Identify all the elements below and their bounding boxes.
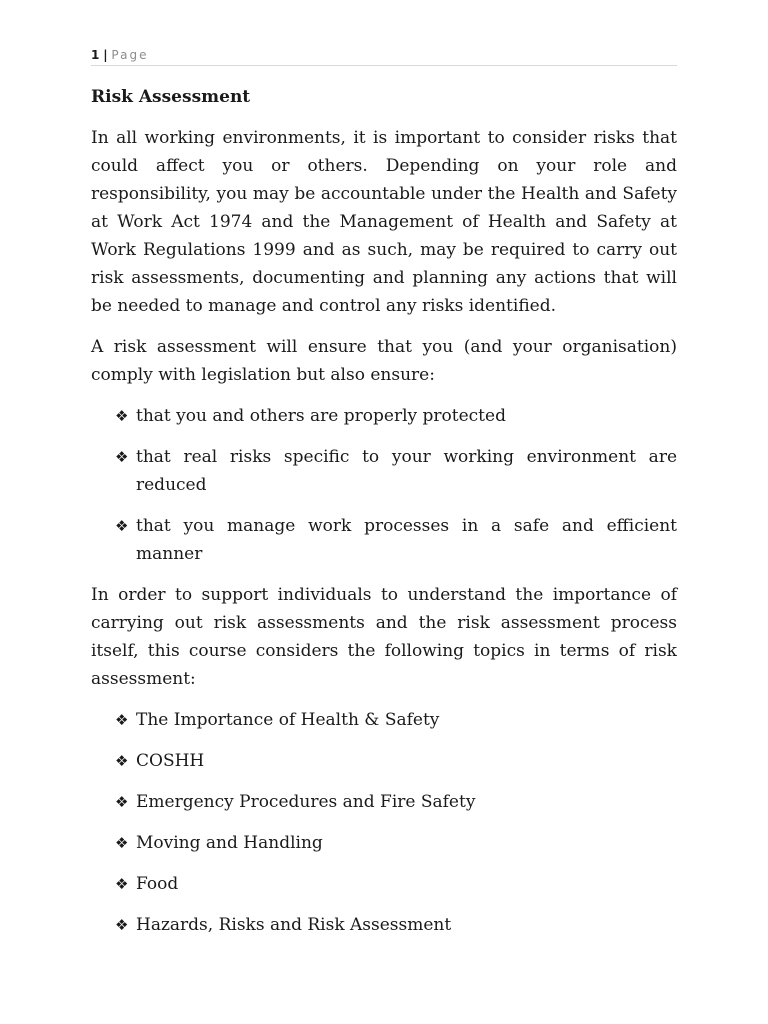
list-item: [91, 911, 677, 939]
four-diamond-bullet-icon: ❖: [115, 875, 129, 893]
topics-list: [91, 706, 677, 939]
list-item: [91, 512, 677, 568]
list-item: [91, 747, 677, 775]
ensure-list: [91, 402, 677, 568]
course-paragraph: In order to support individuals to understand the importance of carrying out risk assessments and the risk assessment process itself, this course considers the following topics in terms of risk assessment:: [91, 585, 677, 689]
list-item-text: The Importance of Health & Safety: [136, 710, 440, 730]
list-item: [91, 788, 677, 816]
list-item: [91, 443, 677, 499]
list-item-text: that you and others are properly protected: [136, 406, 506, 426]
list-item-text: Emergency Procedures and Fire Safety: [136, 792, 476, 812]
list-item: [91, 706, 677, 734]
page-number-separator: |: [103, 48, 108, 62]
list-item: [91, 870, 677, 898]
list-item-text: that you manage work processes in a safe and efficient manner: [136, 516, 677, 564]
four-diamond-bullet-icon: ❖: [115, 752, 129, 770]
document-title: Risk Assessment: [91, 87, 251, 107]
list-item: [91, 829, 677, 857]
page-number: 1: [91, 48, 100, 62]
page-header: [91, 46, 677, 66]
four-diamond-bullet-icon: ❖: [115, 711, 129, 729]
list-item-text: that real risks specific to your working environment are reduced: [136, 447, 677, 495]
list-item-text: Hazards, Risks and Risk Assessment: [136, 915, 452, 935]
four-diamond-bullet-icon: ❖: [115, 517, 129, 535]
list-item-text: Moving and Handling: [136, 833, 323, 853]
four-diamond-bullet-icon: ❖: [115, 834, 129, 852]
four-diamond-bullet-icon: ❖: [115, 793, 129, 811]
ensure-paragraph: A risk assessment will ensure that you (and your organisation) comply with legislation but also ensure:: [91, 337, 677, 385]
intro-paragraph: In all working environments, it is important to consider risks that could affect you or others. Depending on your role and responsibility, you may be accountable under the Health and Safety at Work Act 1974 and the Management of Health and Safety at Work Regulations 1999 and as such, may be required to carry out risk assessments, documenting and planning any actions that will be needed to manage and control any risks identified.: [91, 128, 677, 316]
list-item-text: Food: [136, 874, 179, 894]
page-word: Page: [111, 48, 149, 62]
four-diamond-bullet-icon: ❖: [115, 448, 129, 466]
four-diamond-bullet-icon: ❖: [115, 916, 129, 934]
list-item-text: COSHH: [136, 751, 205, 771]
list-item: [91, 402, 677, 430]
document-body: [91, 83, 677, 952]
four-diamond-bullet-icon: ❖: [115, 407, 129, 425]
